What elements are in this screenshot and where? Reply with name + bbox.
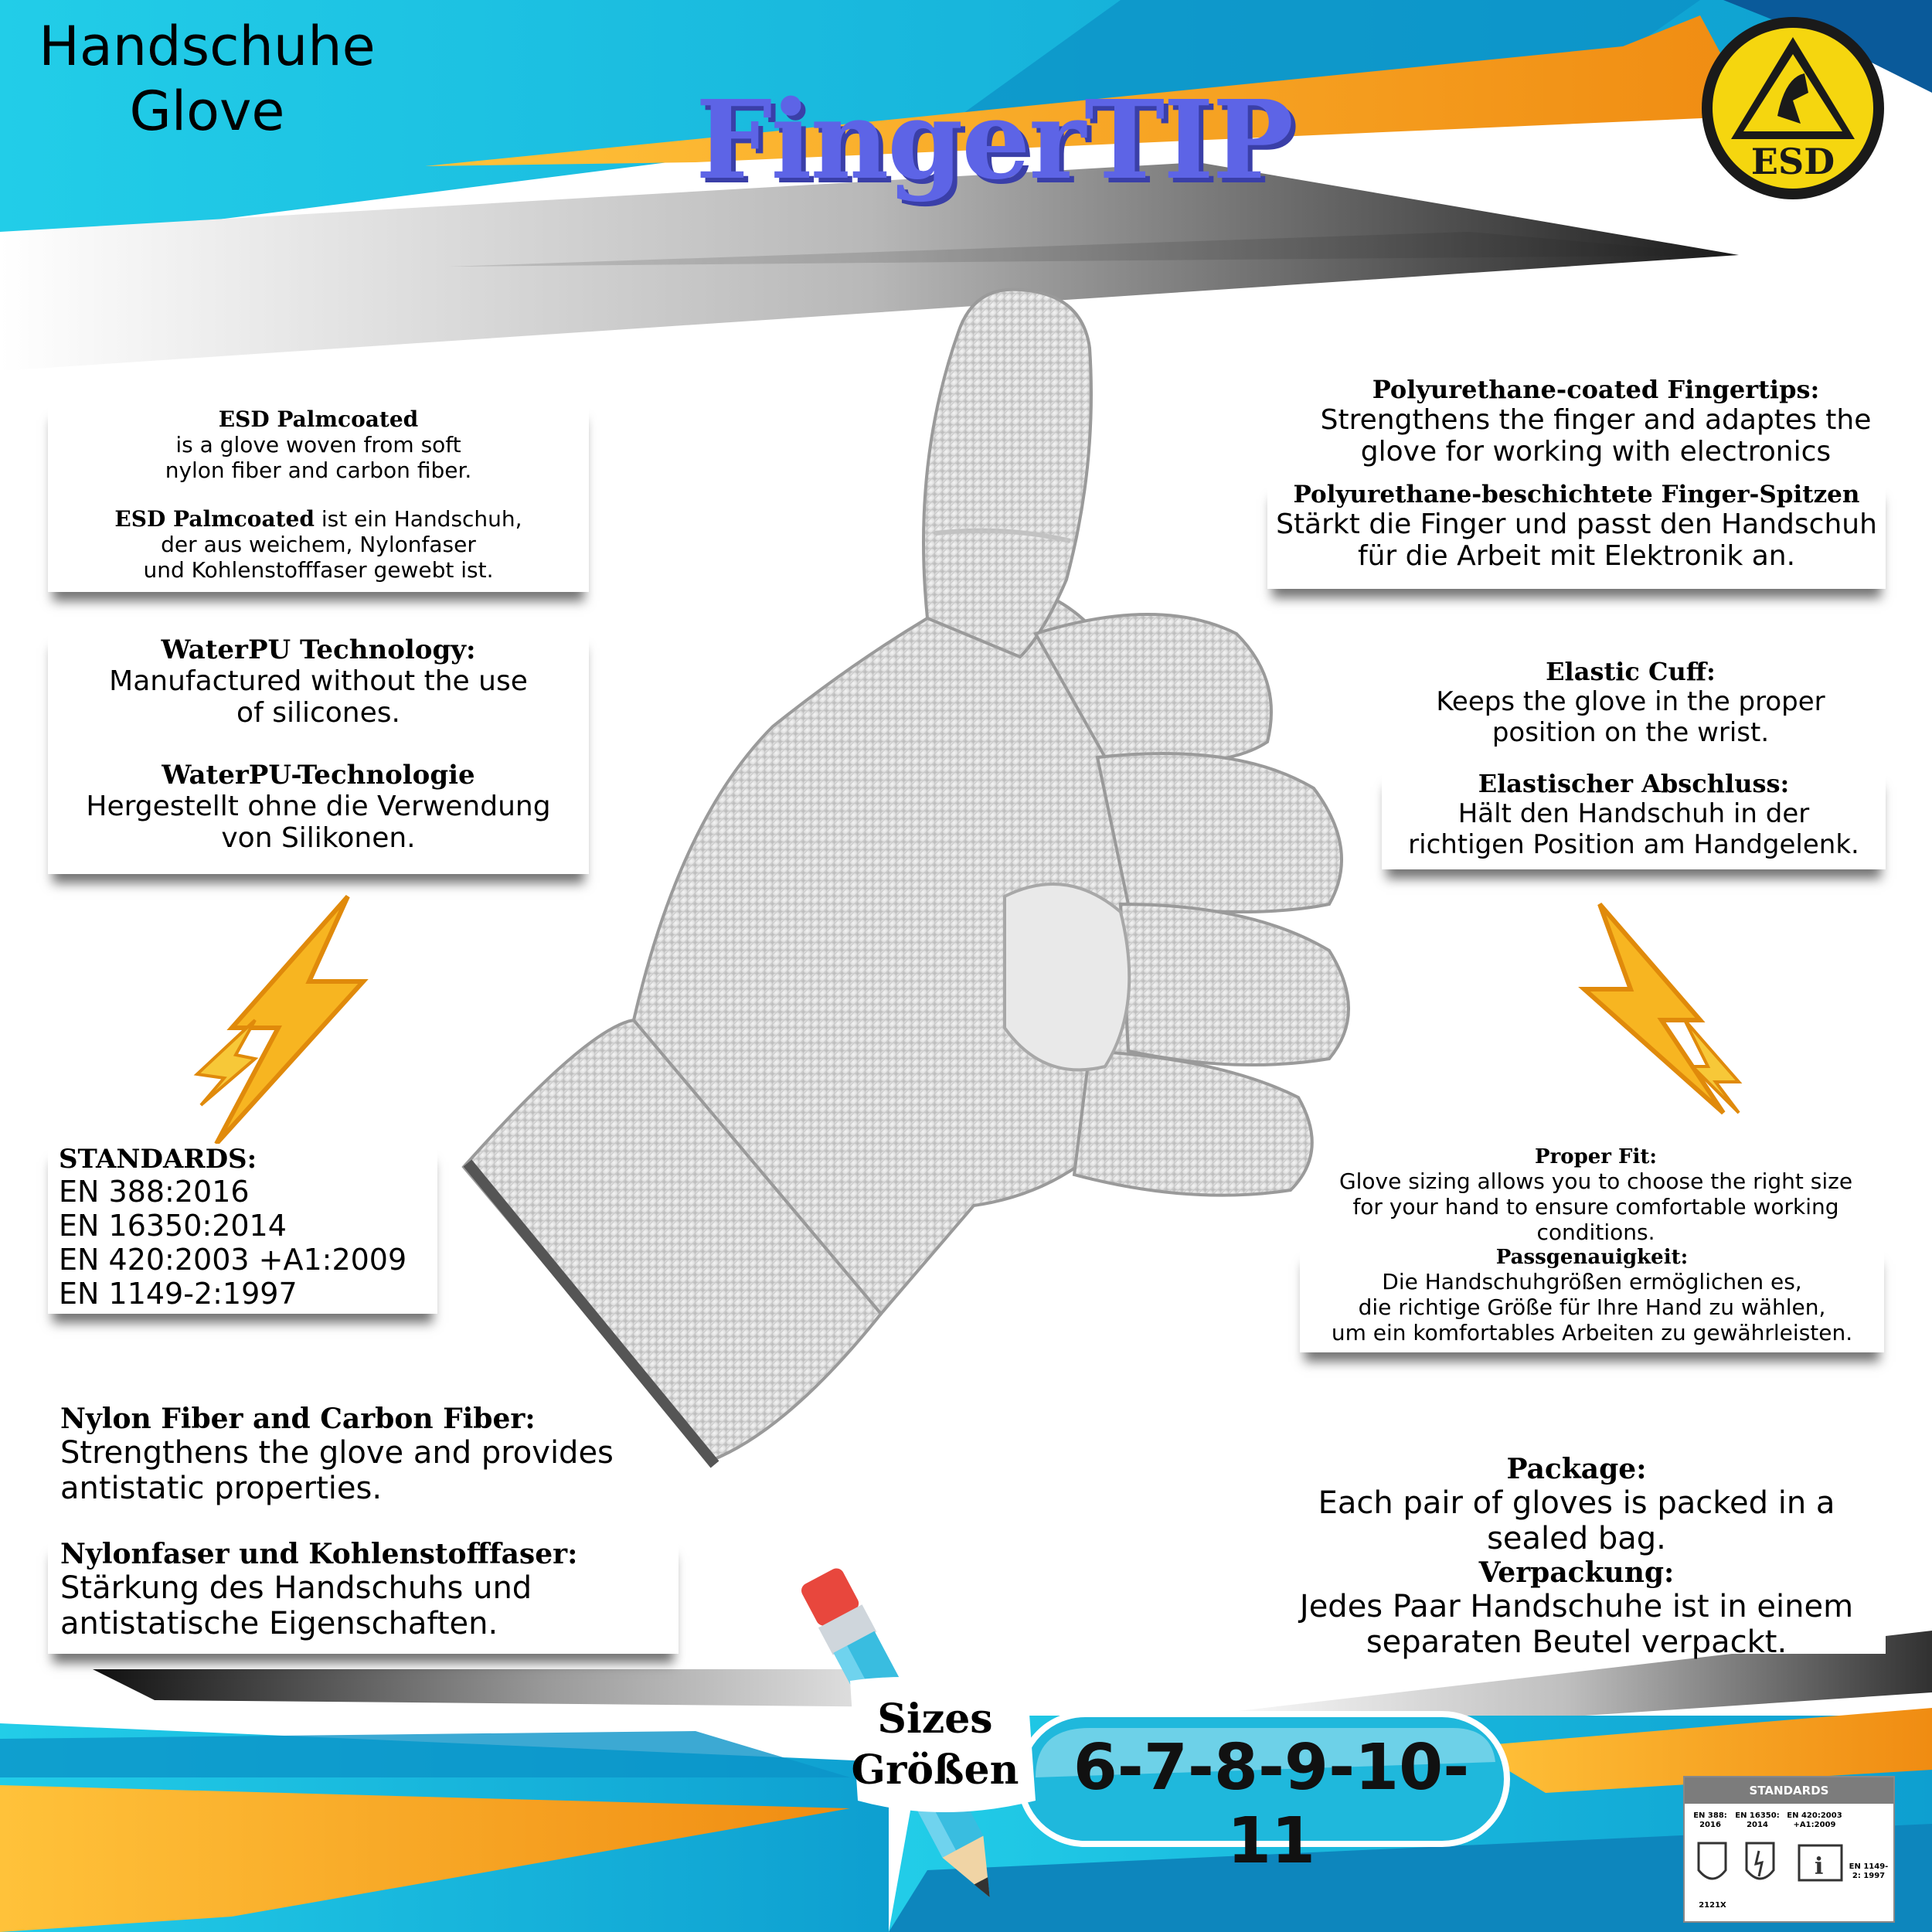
feature-text: glove for working with electronics bbox=[1360, 436, 1832, 468]
feature-text: Stärkt die Finger und passt den Handschuh bbox=[1276, 509, 1877, 540]
feature-card-fingertips-de bbox=[1267, 481, 1886, 589]
feature-text: nylon fiber and carbon fiber. bbox=[165, 457, 472, 483]
sizes-values: 6-7-8-9-10-11 bbox=[1073, 1731, 1470, 1878]
feature-text: Jedes Paar Handschuhe ist in einem bbox=[1299, 1589, 1854, 1624]
sizes-label-de: Größen bbox=[851, 1747, 1019, 1794]
standards-badge-item: EN 16350: 2014 bbox=[1735, 1811, 1780, 1829]
feature-text: separaten Beutel verpackt. bbox=[1366, 1624, 1787, 1660]
feature-title: Polyurethane-coated Fingertips: bbox=[1372, 375, 1820, 404]
standards-badge-title: STANDARDS bbox=[1685, 1777, 1893, 1804]
feature-text: Each pair of gloves is packed in a bbox=[1318, 1485, 1835, 1521]
feature-title: Elastic Cuff: bbox=[1546, 657, 1716, 686]
feature-title: Polyurethane-beschichtete Finger-Spitzen bbox=[1293, 481, 1860, 509]
esd-badge-label: ESD bbox=[1750, 141, 1835, 182]
feature-card-package bbox=[1267, 1453, 1886, 1660]
svg-text:i: i bbox=[1815, 1853, 1824, 1880]
brand-title bbox=[14, 14, 400, 144]
feature-card-fiber-de bbox=[48, 1538, 679, 1654]
feature-title: WaterPU Technology: bbox=[161, 634, 476, 665]
standards-item: EN 420:2003 +A1:2009 bbox=[59, 1243, 407, 1277]
feature-card-cuff-de bbox=[1382, 769, 1886, 869]
standards-badge-item: EN 1149-2: 1997 bbox=[1849, 1862, 1889, 1880]
feature-card-fit-de bbox=[1300, 1246, 1884, 1352]
sizes-label bbox=[842, 1694, 1028, 1796]
feature-text: conditions. bbox=[1536, 1219, 1655, 1245]
feature-text: Glove sizing allows you to choose the right size bbox=[1338, 1168, 1853, 1194]
feature-card-fingertips-en bbox=[1275, 375, 1917, 468]
feature-text: Strengthens the finger and adaptes the bbox=[1320, 404, 1872, 436]
feature-text: Hält den Handschuh in der bbox=[1458, 798, 1810, 829]
feature-text: position on the wrist. bbox=[1492, 717, 1770, 748]
feature-title: Package: bbox=[1506, 1453, 1647, 1485]
standards-badge-code: 2121X bbox=[1699, 1901, 1726, 1910]
feature-text: von Silikonen. bbox=[221, 822, 416, 854]
sizes-label-en: Sizes bbox=[877, 1696, 993, 1743]
feature-title: ESD Palmcoated bbox=[114, 506, 315, 532]
brand-line-2: Glove bbox=[129, 80, 285, 143]
standards-title: STANDARDS: bbox=[59, 1144, 257, 1175]
feature-text: Strengthens the glove and provides bbox=[60, 1435, 614, 1471]
feature-title: WaterPU-Technologie bbox=[162, 760, 475, 791]
feature-title: Elastischer Abschluss: bbox=[1478, 769, 1790, 798]
feature-text: richtigen Position am Handgelenk. bbox=[1408, 829, 1859, 860]
page-title: FingerTIP bbox=[696, 77, 1293, 204]
feature-text: is a glove woven from soft bbox=[175, 432, 461, 457]
feature-text: Die Handschuhgrößen ermöglichen es, bbox=[1382, 1269, 1802, 1294]
feature-title: Nylonfaser und Kohlenstofffaser: bbox=[60, 1538, 578, 1570]
feature-card-palmcoated bbox=[48, 402, 589, 592]
feature-text: der aus weichem, Nylonfaser bbox=[161, 532, 476, 557]
lightning-right bbox=[1584, 904, 1739, 1113]
shield-icons bbox=[1691, 1839, 1845, 1901]
feature-text: für die Arbeit mit Elektronik an. bbox=[1357, 540, 1796, 572]
feature-text: Hergestellt ohne die Verwendung bbox=[86, 791, 551, 822]
feature-title: Proper Fit: bbox=[1534, 1145, 1657, 1168]
feature-text: Stärkung des Handschuhs und bbox=[60, 1570, 532, 1606]
feature-card-cuff-en bbox=[1345, 657, 1917, 748]
glove-illustration bbox=[464, 290, 1349, 1464]
lightning-left bbox=[197, 896, 363, 1144]
standards-badge bbox=[1683, 1776, 1895, 1923]
feature-title: Verpackung: bbox=[1478, 1556, 1675, 1589]
feature-text: um ein komfortables Arbeiten zu gewährleisten. bbox=[1331, 1320, 1853, 1345]
standards-item: EN 388:2016 bbox=[59, 1175, 250, 1209]
feature-card-fiber-en bbox=[60, 1403, 694, 1506]
feature-text: Manufactured without the use bbox=[109, 665, 528, 697]
feature-text: Keeps the glove in the proper bbox=[1436, 686, 1825, 717]
feature-text: ist ein Handschuh, bbox=[314, 506, 522, 532]
feature-text: sealed bag. bbox=[1487, 1521, 1666, 1556]
standards-item: EN 1149-2:1997 bbox=[59, 1277, 298, 1311]
feature-card-waterpu bbox=[48, 630, 589, 874]
feature-text: und Kohlenstofffaser gewebt ist. bbox=[143, 557, 494, 583]
feature-card-standards bbox=[48, 1144, 437, 1314]
feature-text: of silicones. bbox=[236, 697, 400, 729]
feature-text: antistatische Eigenschaften. bbox=[60, 1606, 498, 1641]
feature-text: antistatic properties. bbox=[60, 1471, 383, 1506]
standards-item: EN 16350:2014 bbox=[59, 1209, 287, 1243]
feature-title: Passgenauigkeit: bbox=[1495, 1246, 1689, 1269]
standards-badge-item: EN 420:2003 +A1:2009 bbox=[1787, 1811, 1842, 1829]
feature-text: for your hand to ensure comfortable working bbox=[1352, 1194, 1839, 1219]
brand-line-1: Handschuhe bbox=[39, 15, 376, 78]
standards-badge-item: EN 388: 2016 bbox=[1693, 1811, 1727, 1829]
feature-title: Nylon Fiber and Carbon Fiber: bbox=[60, 1403, 536, 1435]
feature-text: die richtige Größe für Ihre Hand zu wählen, bbox=[1358, 1294, 1826, 1320]
feature-title: ESD Palmcoated bbox=[218, 406, 419, 432]
feature-card-fit-en bbox=[1298, 1145, 1893, 1245]
